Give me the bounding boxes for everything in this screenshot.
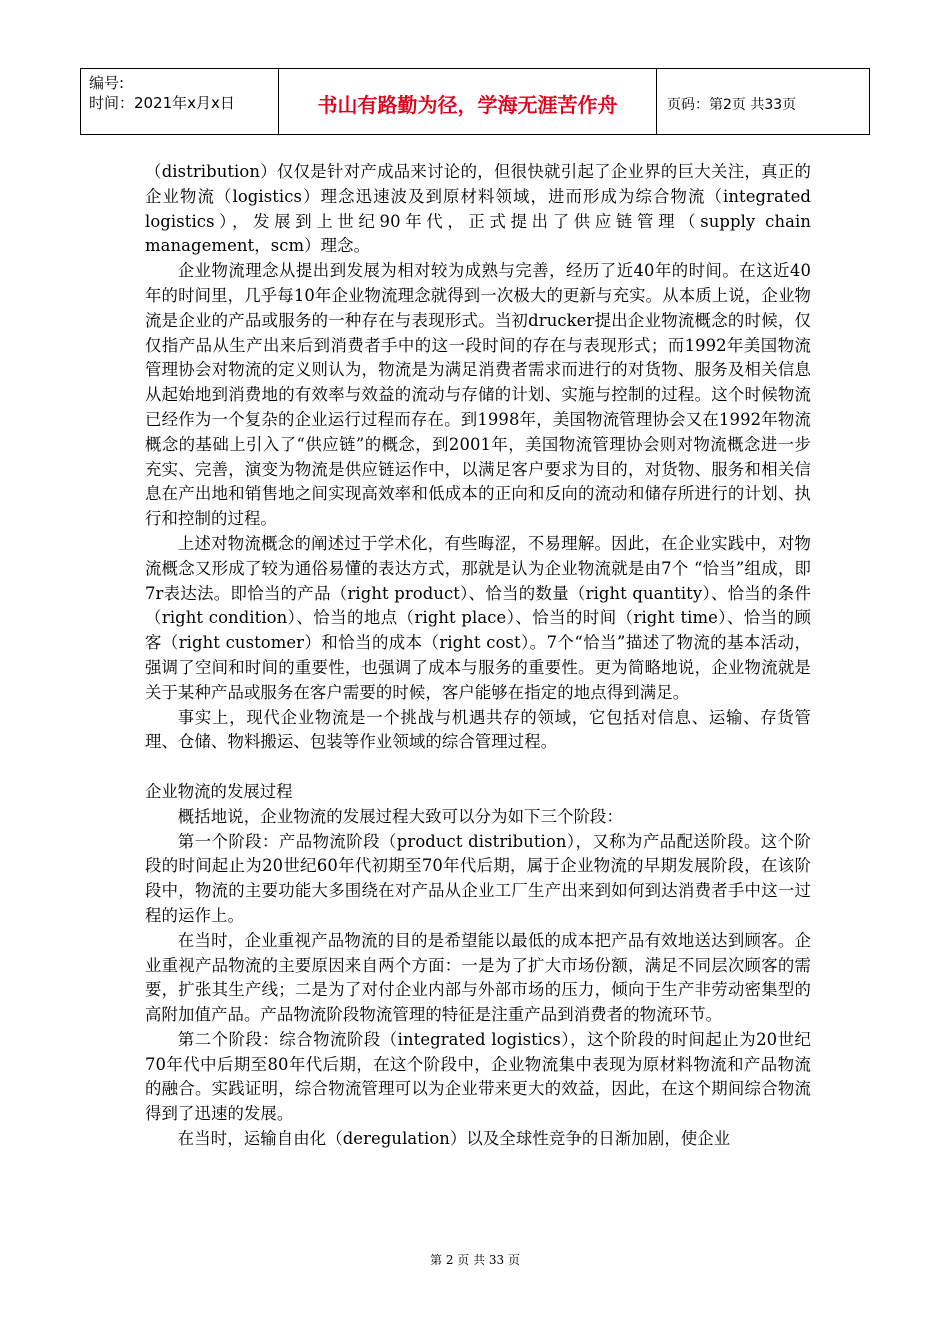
paragraph-9: 在当时，运输自由化（deregulation）以及全球性竞争的日渐加剧，使企业 (177, 1129, 731, 1149)
page-footer: 第 2 页 共 33 页 (430, 1253, 520, 1267)
number-label: 编号: (89, 74, 125, 92)
paragraph-1: （distribution）仅仅是针对产成品来讨论的，但很快就引起了企业界的巨大关注，真正的企业物流（logistics）理念迅速波及到原材料领域，进而形成为综合物流（integrated logistics），发展到上世纪90年代，正式提出了供应链管理（supply chain management，scm）理念。 (145, 162, 811, 256)
paragraph-5: 概括地说，企业物流的发展过程大致可以分为如下三个阶段： (177, 806, 624, 826)
time-label: 时间：2021年x月x日 (89, 94, 235, 112)
paragraph-3: 上述对物流概念的阐述过于学术化，有些晦涩，不易理解。因此，在企业实践中，对物流概念又形成了较为通俗易懂的表达方式，那就是认为企业物流就是由7个 “恰当”组成，即7r表达法。即恰当的产品（right product）、恰当的数量（right quantity）、恰当的条件（right condition）、恰当的地点（right place）、恰当的时间（right time）、恰当的顾客（right customer）和恰当的成本（right cost）。7个“恰当”描述了物流的基本活动，强调了空间和时间的重要性，也强调了成本与服务的重要性。更为简略地说，企业物流就是关于某种产品或服务在客户需要的时候，客户能够在指定的地点得到满足。 (145, 533, 811, 702)
paragraph-8: 第二个阶段：综合物流阶段（integrated logistics），这个阶段的时间起止为20世纪70年代中后期至80年代后期，在这个阶段中，企业物流集中表现为原材料物流和产品物流的融合。实践证明，综合物流管理可以为企业带来更大的效益，因此，在这个期间综合物流得到了迅速的发展。 (145, 1029, 811, 1124)
header-meta-cell (81, 69, 279, 134)
header-table (80, 68, 870, 135)
motto: 书山有路勤为径，学海无涯苦作舟 (279, 69, 657, 134)
section-heading: 企业物流的发展过程 (145, 781, 293, 801)
paragraph-4: 事实上，现代企业物流是一个挑战与机遇共存的领域，它包括对信息、运输、存货管理、仓储、物料搬运、包装等作业领域的综合管理过程。 (145, 707, 811, 752)
paragraph-2: 企业物流理念从提出到发展为相对较为成熟与完善，经历了近40年的时间。在这近40年的时间里，几乎每10年企业物流理念就得到一次极大的更新与充实。从本质上说，企业物流是企业的产品或服务的一种存在与表现形式。当初drucker提出企业物流概念的时候，仅仅指产品从生产出来后到消费者手中的这一段时间的存在与表现形式；而1992年美国物流管理协会对物流的定义则认为，物流是为满足消费者需求而进行的对货物、服务及相关信息从起始地到消费地的有效率与效益的流动与存储的计划、实施与控制的过程。这个时候物流已经作为一个复杂的企业运行过程而存在。到1998年，美国物流管理协会又在1992年物流概念的基础上引入了“供应链”的概念，到2001年，美国物流管理协会则对物流概念进一步充实、完善，演变为物流是供应链运作中，以满足客户要求为目的，对货物、服务和相关信息在产出地和销售地之间实现高效率和低成本的正向和反向的流动和储存所进行的计划、执行和控制的过程。 (145, 261, 811, 529)
document-body (145, 160, 811, 1152)
page-info: 页码：第2页 共33页 (667, 96, 797, 113)
paragraph-6: 第一个阶段：产品物流阶段（product distribution），又称为产品配送阶段。这个阶段的时间起止为20世纪60年代初期至70年代后期，属于企业物流的早期发展阶段，在该阶段中，物流的主要功能大多围绕在对产品从企业工厂生产出来到如何到达消费者手中这一过程的运作上。 (145, 831, 811, 925)
paragraph-7: 在当时，企业重视产品物流的目的是希望能以最低的成本把产品有效地送达到顾客。企业重视产品物流的主要原因来自两个方面：一是为了扩大市场份额，满足不同层次顾客的需要，扩张其生产线；二是为了对付企业内部与外部市场的压力，倾向于生产非劳动密集型的高附加值产品。产品物流阶段物流管理的特征是注重产品到消费者的物流环节。 (145, 930, 811, 1025)
blank-line (145, 755, 811, 780)
